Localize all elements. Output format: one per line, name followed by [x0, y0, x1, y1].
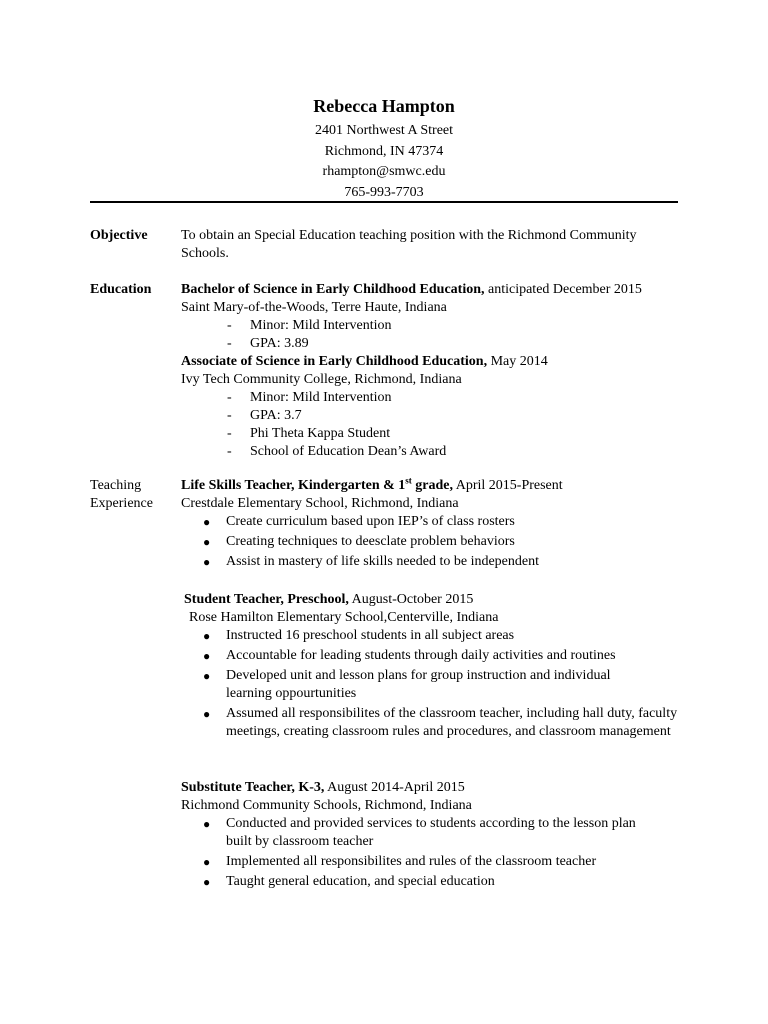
header-divider [90, 201, 678, 203]
job-place: Richmond Community Schools, Richmond, Indiana [181, 798, 472, 813]
dash-marker: - [227, 408, 232, 423]
bullet-marker: ● [203, 649, 211, 663]
list-item: - Minor: Mild Intervention [227, 390, 392, 405]
dash-marker: - [227, 390, 232, 405]
list-item: - GPA: 3.7 [227, 408, 302, 423]
job-duties [181, 513, 681, 571]
school-name: Saint Mary-of-the-Woods, Terre Haute, Indiana [181, 300, 447, 315]
objective-label: Objective [90, 228, 148, 243]
degree-line [181, 353, 681, 371]
bullet-marker: ● [203, 535, 211, 549]
resume-header [0, 94, 768, 203]
experience-label: Teaching Experience [90, 478, 153, 511]
degree-line [181, 281, 681, 299]
list-item: ● Instructed 16 preschool students in all subject areas [203, 628, 515, 643]
job-date: April 2015-Present [453, 478, 563, 493]
job-title-line [181, 779, 681, 797]
objective-text: To obtain an Special Education teaching position with the Richmond Community Schools. [181, 228, 637, 261]
degree-title: Bachelor of Science in Early Childhood Education, [181, 282, 485, 297]
email-address: rhampton@smwc.edu [322, 164, 446, 179]
job-entry [181, 591, 681, 743]
job-title-line [181, 591, 681, 609]
degree-details [181, 317, 681, 353]
list-item: ● Assumed all responsibilites of the classroom teacher, including hall duty, faculty meetings, creating classroom rules and procedures, and classroom management [203, 706, 678, 739]
job-title: Student Teacher, Preschool, [184, 592, 349, 607]
bullet-marker: ● [203, 555, 211, 569]
job-title-line [181, 477, 681, 495]
degree-date: anticipated December 2015 [484, 282, 642, 297]
address-street: 2401 Northwest A Street [314, 123, 454, 138]
bullet-marker: ● [203, 875, 211, 889]
education-label: Education [90, 282, 152, 297]
bullet-marker: ● [203, 669, 211, 683]
dash-marker: - [227, 444, 232, 459]
list-item: ● Conducted and provided services to students according to the lesson plan built by classroom teacher [203, 816, 636, 849]
list-item: - Phi Theta Kappa Student [227, 426, 391, 441]
list-item: ● Create curriculum based upon IEP’s of class rosters [203, 514, 515, 529]
bullet-marker: ● [203, 707, 211, 721]
education-section [181, 281, 681, 461]
bullet-marker: ● [203, 515, 211, 529]
job-duties [181, 815, 681, 891]
phone-number: 765-993-7703 [344, 184, 424, 200]
degree-title: Associate of Science in Early Childhood Education, [181, 354, 488, 369]
dash-marker: - [227, 426, 232, 441]
list-item: - School of Education Dean’s Award [227, 444, 447, 459]
job-date: August 2014-April 2015 [324, 780, 465, 795]
job-duties [181, 627, 681, 741]
job-entry [181, 477, 681, 573]
list-item: - GPA: 3.89 [227, 336, 309, 351]
address-city: Richmond, IN 47374 [324, 143, 444, 159]
job-place: Rose Hamilton Elementary School,Centerville, Indiana [189, 610, 499, 625]
degree-date: May 2014 [487, 354, 548, 369]
bullet-marker: ● [203, 817, 211, 831]
bullet-marker: ● [203, 855, 211, 869]
list-item: ● Implemented all responsibilites and rules of the classroom teacher [203, 854, 597, 869]
dash-marker: - [227, 336, 232, 351]
job-entry [181, 779, 681, 893]
list-item: ● Developed unit and lesson plans for group instruction and individual learning oppourtunities [203, 668, 611, 701]
dash-marker: - [227, 318, 232, 333]
job-title: Life Skills Teacher, Kindergarten & 1st grade, [181, 475, 453, 493]
applicant-name: Rebecca Hampton [313, 96, 455, 116]
school-name: Ivy Tech Community College, Richmond, Indiana [181, 372, 462, 387]
list-item: ● Taught general education, and special education [203, 874, 495, 889]
job-date: August-October 2015 [348, 592, 474, 607]
job-title: Substitute Teacher, K-3, [181, 780, 325, 795]
bullet-marker: ● [203, 629, 211, 643]
list-item: ● Accountable for leading students through daily activities and routines [203, 648, 616, 663]
job-place: Crestdale Elementary School, Richmond, Indiana [181, 496, 459, 511]
degree-details [181, 389, 681, 461]
list-item: ● Assist in mastery of life skills needed to be independent [203, 554, 539, 569]
list-item: - Minor: Mild Intervention [227, 318, 392, 333]
list-item: ● Creating techniques to deesclate problem behaviors [203, 534, 515, 549]
